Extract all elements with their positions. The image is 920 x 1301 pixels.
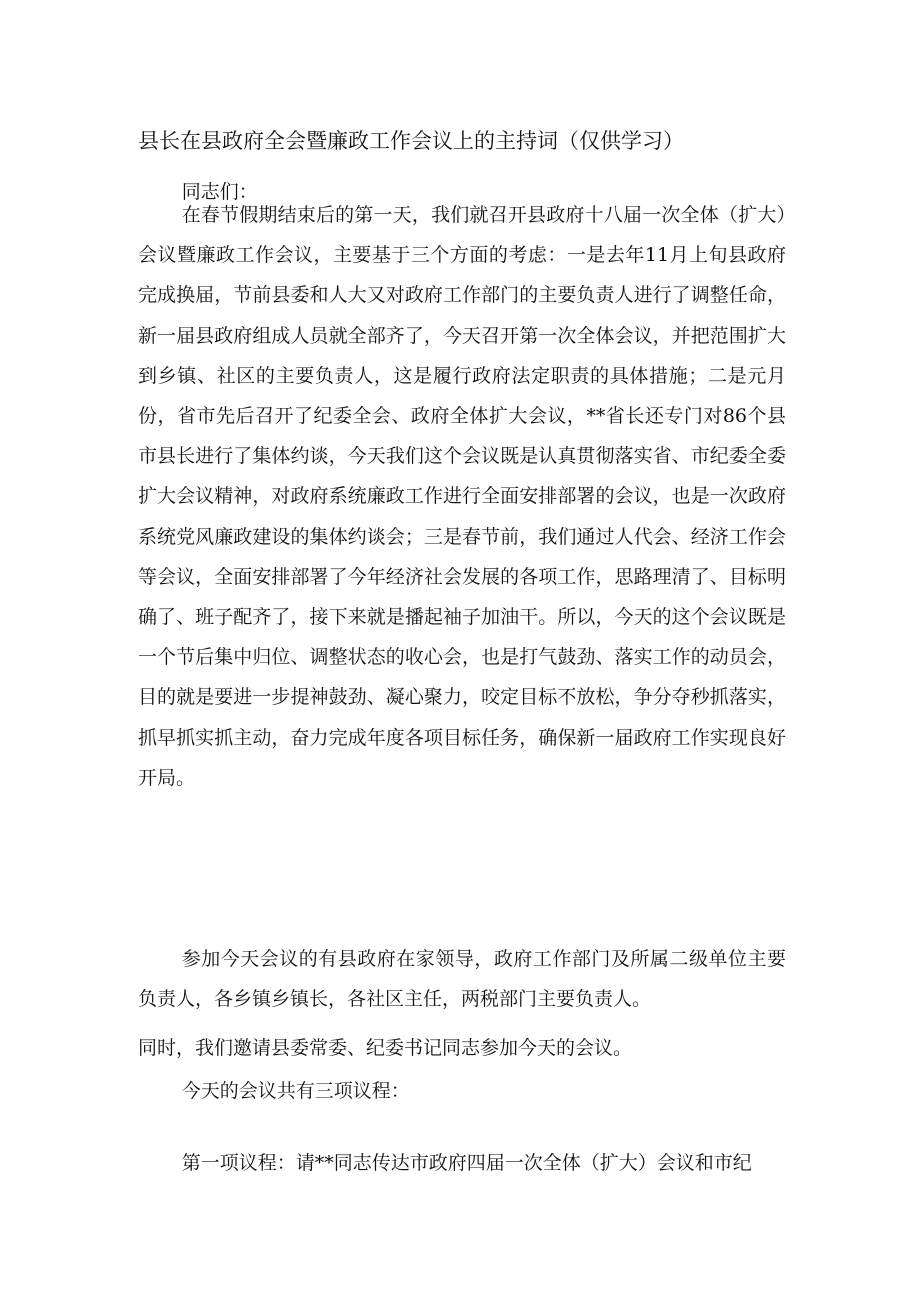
paragraph-opening: 在春节假期结束后的第一天，我们就召开县政府十八届一次全体（扩大）会议暨廉政工作会议，主要基于三个方面的考虑：一是去年11月上旬县政府完成换届，节前县委和人大又对政府工作部门的主要负责人进行了调整任命，新一届县政府组成人员就全部齐了，今天召开第一次全体会议，并把范围扩大到乡镇、社区的主要负责人，这是履行政府法定职责的具体措施；二是元月份，省市先后召开了纪委全会、政府全体扩大会议，**省长还专门对86个县市县长进行了集体约谈，今天我们这个会议既是认真贯彻落实省、市纪委全委扩大会议精神，对政府系统廉政工作进行全面安排部署的会议，也是一次政府系统党风廉政建设的集体约谈会；三是春节前，我们通过人代会、经济工作会等会议，全面安排部署了今年经济社会发展的各项工作，思路理清了、目标明确了、班子配齐了，接下来就是播起袖子加油干。所以，今天的这个会议既是一个节后集中归位、调整状态的收心会，也是打气鼓劲、落实工作的动员会，目的就是要进一步提神鼓劲、凝心聚力，咬定目标不放松，争分夺秒抓落实，抓早抓实抓主动，奋力完成年度各项目标任务，确保新一届政府工作实现良好开局。 [138,204,786,789]
paragraph-invited: 同时，我们邀请县委常委、纪委书记同志参加今天的会议。 [138,1037,633,1059]
paragraph-attendees: 参加今天会议的有县政府在家领导，政府工作部门及所属二级单位主要负责人，各乡镇乡镇长，各社区主任，两税部门主要负责人。 [138,948,786,1011]
paragraph-agenda-intro: 今天的会议共有三项议程： [181,1080,410,1102]
greeting: 同志们： [181,181,258,203]
document-title: 县长在县政府全会暨廉政工作会议上的主持词（仅供学习） [138,129,684,153]
paragraph-agenda-item-one: 第一项议程：请**同志传达市政府四届一次全体（扩大）会议和市纪 [181,1152,752,1174]
